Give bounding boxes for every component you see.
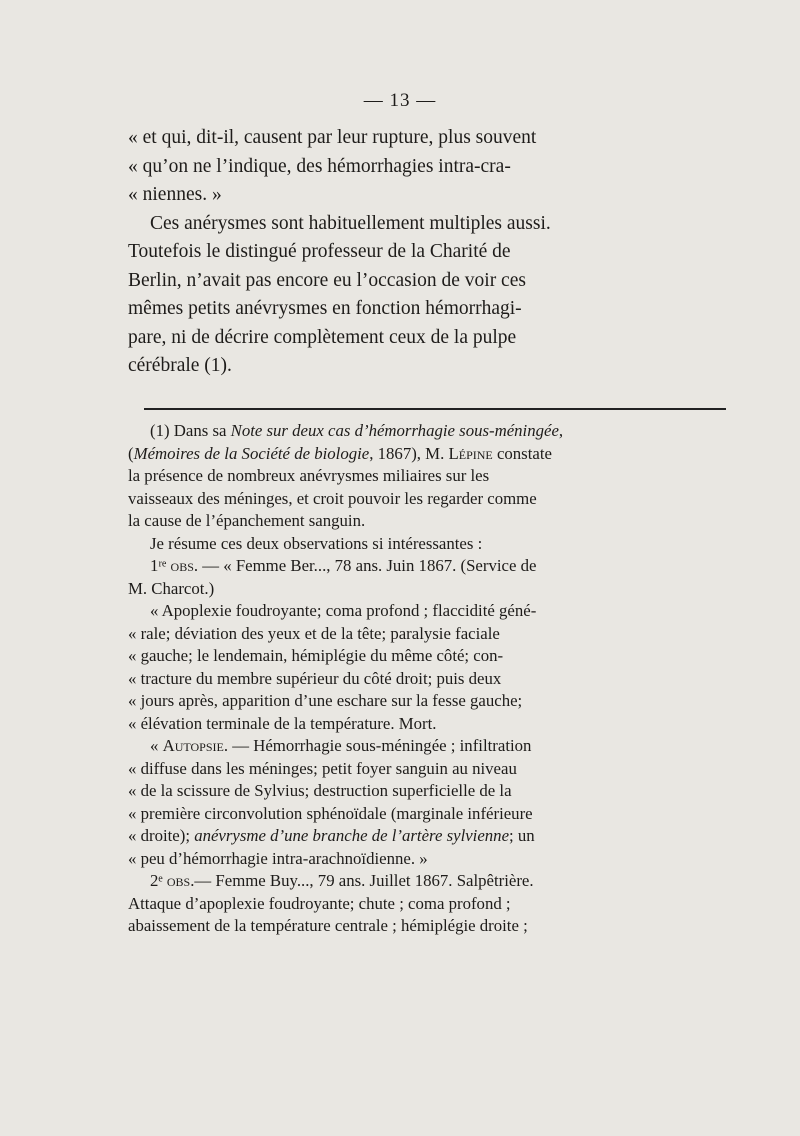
footnote-line: « rale; déviation des yeux et de la tête; paralysie faciale	[128, 623, 500, 643]
footnote-line: la présence de nombreux anévrysmes miliaires sur les	[128, 466, 490, 485]
page-number: — 13 —	[363, 90, 437, 111]
body-line: Ces anérysmes sont habituellement multiples aussi.	[150, 212, 551, 234]
body-line: pare, ni de décrire complètement ceux de la pulpe	[128, 326, 517, 348]
footnote-line: « première circonvolution sphénoïdale (marginale inférieure	[128, 803, 533, 823]
body-line: « niennes. »	[128, 184, 222, 205]
footnote-line: Je résume ces deux observations si intéressantes :	[150, 533, 483, 553]
body-line: cérébrale (1).	[128, 355, 232, 376]
footnote-line: « droite); anévrysme d’une branche de l’artère sylvienne; un	[128, 826, 535, 845]
footnote-line: « Apoplexie foudroyante; coma profond ; flaccidité géné-	[150, 601, 537, 620]
footnote-line: 1ʳᵉ obs. — « Femme Ber..., 78 ans. Juin 1867. (Service de	[150, 556, 537, 575]
footnote-line: (1) Dans sa Note sur deux cas d’hémorrhagie sous-méningée,	[150, 421, 564, 440]
footnote-line: M. Charcot.)	[128, 578, 215, 598]
body-line: « et qui, dit-il, causent par leur rupture, plus souvent	[128, 127, 537, 148]
footnote-line: 2ᵉ obs.— Femme Buy..., 79 ans. Juillet 1867. Salpêtrière.	[150, 871, 534, 890]
footnote-line: « Autopsie. — Hémorrhagie sous-méningée ; infiltration	[150, 736, 532, 755]
footnote-line: « peu d’hémorrhagie intra-arachnoïdienne. »	[128, 848, 428, 868]
body-line: Berlin, n’avait pas encore eu l’occasion de voir ces	[128, 269, 526, 291]
footnote-line: (Mémoires de la Société de biologie, 1867), M. Lépine constate	[128, 443, 552, 463]
footnote-line: Attaque d’apoplexie foudroyante; chute ; coma profond ;	[128, 893, 511, 913]
footnote-line: « gauche; le lendemain, hémiplégie du même côté; con-	[128, 646, 504, 665]
body-text	[128, 124, 738, 381]
footnote-line: « élévation terminale de la température. Mort.	[128, 713, 437, 733]
body-line: « qu’on ne l’indique, des hémorrhagies intra-cra-	[128, 155, 511, 177]
footnote	[128, 420, 738, 938]
footnote-line: « de la scissure de Sylvius; destruction superficielle de la	[128, 781, 512, 800]
body-line: mêmes petits anévrysmes en fonction hémorrhagi-	[128, 298, 522, 319]
footnote-line: « tracture du membre supérieur du côté droit; puis deux	[128, 668, 502, 688]
footnote-line: « jours après, apparition d’une eschare sur la fesse gauche;	[128, 691, 523, 710]
body-line: Toutefois le distingué professeur de la Charité de	[128, 241, 511, 262]
footnote-line: vaisseaux des méninges, et croit pouvoir les regarder comme	[128, 488, 537, 508]
footnote-divider	[144, 408, 726, 410]
footnote-line: la cause de l’épanchement sanguin.	[128, 511, 366, 530]
footnote-line: abaissement de la température centrale ; hémiplégie droite ;	[128, 916, 528, 935]
footnote-line: « diffuse dans les méninges; petit foyer sanguin au niveau	[128, 758, 517, 778]
